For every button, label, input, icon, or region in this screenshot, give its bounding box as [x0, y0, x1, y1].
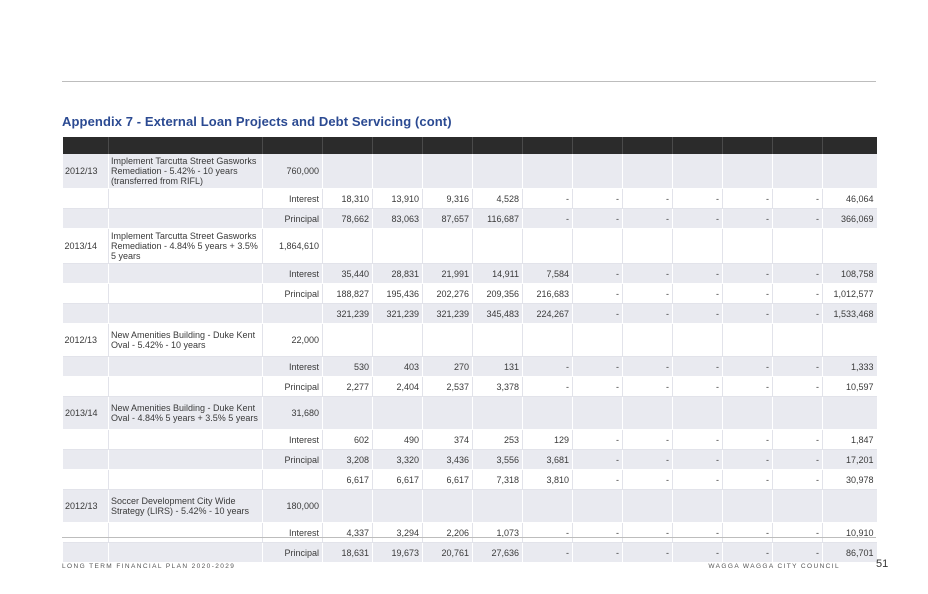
- header-cell: [573, 137, 623, 154]
- table-row: [63, 229, 877, 264]
- year-value-cell: 224,267: [523, 304, 573, 324]
- year-value-cell: -: [623, 189, 673, 209]
- year-value-cell: -: [573, 209, 623, 229]
- header-cell: [673, 137, 723, 154]
- year-value-cell: [323, 229, 373, 264]
- year-value-cell: 321,239: [323, 304, 373, 324]
- loan-description-cell: Implement Tarcutta Street Gasworks Remediation - 4.84% 5 years + 3.5% 5 years: [109, 229, 263, 264]
- total-cell: [823, 397, 877, 430]
- loan-description-cell: [109, 543, 263, 563]
- table-row: [63, 470, 877, 490]
- year-value-cell: 403: [373, 357, 423, 377]
- loan-year-cell: [63, 450, 109, 470]
- year-value-cell: -: [723, 209, 773, 229]
- year-value-cell: [423, 229, 473, 264]
- total-cell: 17,201: [823, 450, 877, 470]
- year-value-cell: [673, 154, 723, 189]
- total-cell: 108,758: [823, 264, 877, 284]
- year-value-cell: [323, 324, 373, 357]
- header-cell: [623, 137, 673, 154]
- year-value-cell: -: [723, 357, 773, 377]
- loan-description-cell: [109, 284, 263, 304]
- loan-year-cell: [63, 209, 109, 229]
- loan-description-cell: [109, 377, 263, 397]
- year-value-cell: [573, 229, 623, 264]
- amount-type-cell: Principal: [263, 450, 323, 470]
- amount-type-cell: Principal: [263, 543, 323, 563]
- year-value-cell: -: [573, 284, 623, 304]
- loan-year-cell: 2012/13: [63, 154, 109, 189]
- year-value-cell: -: [623, 523, 673, 543]
- table-row: [63, 189, 877, 209]
- year-value-cell: 321,239: [373, 304, 423, 324]
- year-value-cell: [373, 490, 423, 523]
- year-value-cell: 4,528: [473, 189, 523, 209]
- loan-year-cell: [63, 523, 109, 543]
- year-value-cell: 3,208: [323, 450, 373, 470]
- year-value-cell: [723, 490, 773, 523]
- header-cell: [723, 137, 773, 154]
- year-value-cell: -: [723, 189, 773, 209]
- loan-description-cell: New Amenities Building - Duke Kent Oval - 4.84% 5 years + 3.5% 5 years: [109, 397, 263, 430]
- year-value-cell: 602: [323, 430, 373, 450]
- year-value-cell: 19,673: [373, 543, 423, 563]
- year-value-cell: -: [573, 450, 623, 470]
- year-value-cell: 87,657: [423, 209, 473, 229]
- year-value-cell: 131: [473, 357, 523, 377]
- amount-type-cell: Interest: [263, 523, 323, 543]
- year-value-cell: [473, 397, 523, 430]
- year-value-cell: 7,584: [523, 264, 573, 284]
- year-value-cell: 6,617: [373, 470, 423, 490]
- header-cell: [373, 137, 423, 154]
- year-value-cell: -: [723, 430, 773, 450]
- loan-year-cell: [63, 304, 109, 324]
- year-value-cell: 14,911: [473, 264, 523, 284]
- table-row: [63, 377, 877, 397]
- year-value-cell: [423, 154, 473, 189]
- year-value-cell: [473, 490, 523, 523]
- year-value-cell: -: [523, 189, 573, 209]
- year-value-cell: -: [573, 470, 623, 490]
- header-cell: [109, 137, 263, 154]
- year-value-cell: -: [773, 450, 823, 470]
- year-value-cell: -: [773, 543, 823, 563]
- year-value-cell: -: [673, 264, 723, 284]
- year-value-cell: 27,636: [473, 543, 523, 563]
- header-cell: [423, 137, 473, 154]
- table-row: [63, 543, 877, 563]
- year-value-cell: 188,827: [323, 284, 373, 304]
- year-value-cell: [473, 229, 523, 264]
- amount-type-cell: Interest: [263, 430, 323, 450]
- year-value-cell: 35,440: [323, 264, 373, 284]
- year-value-cell: [623, 154, 673, 189]
- loan-description-cell: Soccer Development City Wide Strategy (LIRS) - 5.42% - 10 years: [109, 490, 263, 523]
- year-value-cell: 2,277: [323, 377, 373, 397]
- table-body: [63, 154, 877, 563]
- loan-year-cell: [63, 430, 109, 450]
- table-row: [63, 450, 877, 470]
- year-value-cell: 209,356: [473, 284, 523, 304]
- amount-type-cell: 180,000: [263, 490, 323, 523]
- year-value-cell: [373, 397, 423, 430]
- amount-type-cell: 31,680: [263, 397, 323, 430]
- total-cell: 10,597: [823, 377, 877, 397]
- year-value-cell: [773, 324, 823, 357]
- loan-year-cell: [63, 284, 109, 304]
- year-value-cell: 18,631: [323, 543, 373, 563]
- year-value-cell: 195,436: [373, 284, 423, 304]
- year-value-cell: 2,206: [423, 523, 473, 543]
- year-value-cell: 202,276: [423, 284, 473, 304]
- year-value-cell: -: [623, 470, 673, 490]
- amount-type-cell: 1,864,610: [263, 229, 323, 264]
- year-value-cell: -: [723, 377, 773, 397]
- year-value-cell: [323, 490, 373, 523]
- year-value-cell: 3,294: [373, 523, 423, 543]
- year-value-cell: [723, 229, 773, 264]
- year-value-cell: [773, 154, 823, 189]
- year-value-cell: -: [623, 430, 673, 450]
- year-value-cell: -: [723, 543, 773, 563]
- year-value-cell: -: [623, 450, 673, 470]
- loan-year-cell: 2012/13: [63, 490, 109, 523]
- year-value-cell: [673, 490, 723, 523]
- year-value-cell: [323, 397, 373, 430]
- table-row: [63, 264, 877, 284]
- loan-year-cell: [63, 543, 109, 563]
- year-value-cell: [523, 324, 573, 357]
- amount-type-cell: Principal: [263, 377, 323, 397]
- loan-description-cell: [109, 430, 263, 450]
- loan-year-cell: 2012/13: [63, 324, 109, 357]
- year-value-cell: 270: [423, 357, 473, 377]
- year-value-cell: -: [673, 284, 723, 304]
- header-cell: [323, 137, 373, 154]
- top-rule: [62, 81, 876, 82]
- year-value-cell: [623, 324, 673, 357]
- year-value-cell: [673, 324, 723, 357]
- table-row: [63, 284, 877, 304]
- year-value-cell: -: [623, 284, 673, 304]
- year-value-cell: 321,239: [423, 304, 473, 324]
- header-cell: [63, 137, 109, 154]
- year-value-cell: -: [623, 264, 673, 284]
- total-cell: 86,701: [823, 543, 877, 563]
- year-value-cell: [723, 154, 773, 189]
- year-value-cell: -: [723, 264, 773, 284]
- year-value-cell: -: [573, 523, 623, 543]
- loan-description-cell: [109, 523, 263, 543]
- loan-year-cell: [63, 264, 109, 284]
- year-value-cell: [573, 154, 623, 189]
- header-cell: [473, 137, 523, 154]
- year-value-cell: -: [673, 450, 723, 470]
- page-title: Appendix 7 - External Loan Projects and Debt Servicing (cont): [62, 114, 452, 129]
- year-value-cell: 28,831: [373, 264, 423, 284]
- year-value-cell: 3,378: [473, 377, 523, 397]
- table-row: [63, 154, 877, 189]
- year-value-cell: -: [723, 470, 773, 490]
- loan-description-cell: [109, 357, 263, 377]
- total-cell: 30,978: [823, 470, 877, 490]
- year-value-cell: -: [573, 543, 623, 563]
- year-value-cell: -: [573, 430, 623, 450]
- year-value-cell: -: [623, 543, 673, 563]
- total-cell: [823, 154, 877, 189]
- header-cell: [263, 137, 323, 154]
- amount-type-cell: Interest: [263, 189, 323, 209]
- footer-document-title: LONG TERM FINANCIAL PLAN 2020-2029: [62, 563, 236, 570]
- year-value-cell: -: [523, 543, 573, 563]
- year-value-cell: -: [673, 430, 723, 450]
- table-row: [63, 523, 877, 543]
- year-value-cell: -: [773, 284, 823, 304]
- year-value-cell: [723, 397, 773, 430]
- total-cell: [823, 229, 877, 264]
- table-row: [63, 397, 877, 430]
- year-value-cell: 6,617: [323, 470, 373, 490]
- year-value-cell: [523, 490, 573, 523]
- year-value-cell: -: [623, 209, 673, 229]
- year-value-cell: -: [773, 430, 823, 450]
- year-value-cell: [573, 324, 623, 357]
- amount-type-cell: [263, 304, 323, 324]
- table-header-row: [63, 137, 877, 154]
- loan-description-cell: [109, 264, 263, 284]
- year-value-cell: -: [673, 523, 723, 543]
- footer-organisation: WAGGA WAGGA CITY COUNCIL: [708, 563, 840, 570]
- year-value-cell: -: [623, 377, 673, 397]
- loan-year-cell: [63, 357, 109, 377]
- total-cell: 1,847: [823, 430, 877, 450]
- total-cell: 10,910: [823, 523, 877, 543]
- year-value-cell: [473, 154, 523, 189]
- year-value-cell: -: [573, 357, 623, 377]
- year-value-cell: 2,404: [373, 377, 423, 397]
- amount-type-cell: 760,000: [263, 154, 323, 189]
- year-value-cell: [323, 154, 373, 189]
- year-value-cell: -: [523, 523, 573, 543]
- year-value-cell: 21,991: [423, 264, 473, 284]
- year-value-cell: 345,483: [473, 304, 523, 324]
- year-value-cell: -: [673, 377, 723, 397]
- year-value-cell: 7,318: [473, 470, 523, 490]
- year-value-cell: -: [673, 189, 723, 209]
- total-cell: 1,012,577: [823, 284, 877, 304]
- year-value-cell: -: [773, 377, 823, 397]
- year-value-cell: -: [673, 543, 723, 563]
- year-value-cell: -: [773, 264, 823, 284]
- loan-table-grid: [62, 137, 877, 563]
- amount-type-cell: Interest: [263, 357, 323, 377]
- total-cell: 46,064: [823, 189, 877, 209]
- year-value-cell: 116,687: [473, 209, 523, 229]
- year-value-cell: 374: [423, 430, 473, 450]
- year-value-cell: -: [673, 304, 723, 324]
- year-value-cell: -: [773, 209, 823, 229]
- loan-year-cell: [63, 470, 109, 490]
- year-value-cell: -: [573, 304, 623, 324]
- loan-description-cell: Implement Tarcutta Street Gasworks Remediation - 5.42% - 10 years (transferred from RIFL): [109, 154, 263, 189]
- amount-type-cell: 22,000: [263, 324, 323, 357]
- year-value-cell: -: [723, 450, 773, 470]
- loan-description-cell: [109, 189, 263, 209]
- year-value-cell: -: [723, 523, 773, 543]
- total-cell: [823, 324, 877, 357]
- year-value-cell: 3,681: [523, 450, 573, 470]
- year-value-cell: 2,537: [423, 377, 473, 397]
- year-value-cell: 129: [523, 430, 573, 450]
- year-value-cell: 78,662: [323, 209, 373, 229]
- loan-year-cell: 2013/14: [63, 397, 109, 430]
- loan-description-cell: New Amenities Building - Duke Kent Oval - 5.42% - 10 years: [109, 324, 263, 357]
- year-value-cell: [523, 154, 573, 189]
- year-value-cell: [473, 324, 523, 357]
- amount-type-cell: Principal: [263, 284, 323, 304]
- year-value-cell: [573, 490, 623, 523]
- year-value-cell: [673, 229, 723, 264]
- amount-type-cell: Principal: [263, 209, 323, 229]
- year-value-cell: [423, 397, 473, 430]
- year-value-cell: [523, 397, 573, 430]
- total-cell: 366,069: [823, 209, 877, 229]
- bottom-rule: [62, 537, 876, 538]
- loan-description-cell: [109, 470, 263, 490]
- year-value-cell: 4,337: [323, 523, 373, 543]
- year-value-cell: [773, 397, 823, 430]
- year-value-cell: 1,073: [473, 523, 523, 543]
- year-value-cell: 83,063: [373, 209, 423, 229]
- table-row: [63, 357, 877, 377]
- year-value-cell: -: [723, 304, 773, 324]
- loan-year-cell: 2013/14: [63, 229, 109, 264]
- year-value-cell: -: [773, 357, 823, 377]
- year-value-cell: [773, 229, 823, 264]
- year-value-cell: [373, 154, 423, 189]
- year-value-cell: [373, 229, 423, 264]
- year-value-cell: 9,316: [423, 189, 473, 209]
- table-row: [63, 324, 877, 357]
- loan-description-cell: [109, 450, 263, 470]
- year-value-cell: -: [673, 470, 723, 490]
- amount-type-cell: [263, 470, 323, 490]
- year-value-cell: -: [773, 304, 823, 324]
- total-cell: [823, 490, 877, 523]
- year-value-cell: -: [573, 189, 623, 209]
- year-value-cell: [623, 397, 673, 430]
- loan-year-cell: [63, 377, 109, 397]
- year-value-cell: -: [523, 357, 573, 377]
- year-value-cell: [773, 490, 823, 523]
- year-value-cell: 18,310: [323, 189, 373, 209]
- year-value-cell: -: [673, 209, 723, 229]
- year-value-cell: -: [623, 304, 673, 324]
- year-value-cell: -: [523, 209, 573, 229]
- year-value-cell: [723, 324, 773, 357]
- year-value-cell: -: [573, 377, 623, 397]
- header-cell: [773, 137, 823, 154]
- year-value-cell: 253: [473, 430, 523, 450]
- loan-description-cell: [109, 209, 263, 229]
- year-value-cell: 13,910: [373, 189, 423, 209]
- total-cell: 1,533,468: [823, 304, 877, 324]
- total-cell: 1,333: [823, 357, 877, 377]
- year-value-cell: 490: [373, 430, 423, 450]
- year-value-cell: -: [573, 264, 623, 284]
- table-row: [63, 304, 877, 324]
- loan-table: [62, 137, 876, 563]
- year-value-cell: -: [673, 357, 723, 377]
- header-cell: [823, 137, 877, 154]
- year-value-cell: -: [623, 357, 673, 377]
- year-value-cell: 3,320: [373, 450, 423, 470]
- table-row: [63, 490, 877, 523]
- year-value-cell: -: [773, 470, 823, 490]
- year-value-cell: 3,556: [473, 450, 523, 470]
- year-value-cell: [523, 229, 573, 264]
- year-value-cell: 3,810: [523, 470, 573, 490]
- page-number: 51: [876, 558, 889, 570]
- loan-description-cell: [109, 304, 263, 324]
- year-value-cell: 530: [323, 357, 373, 377]
- year-value-cell: -: [773, 523, 823, 543]
- year-value-cell: [373, 324, 423, 357]
- year-value-cell: -: [773, 189, 823, 209]
- year-value-cell: 20,761: [423, 543, 473, 563]
- year-value-cell: 6,617: [423, 470, 473, 490]
- table-row: [63, 209, 877, 229]
- loan-year-cell: [63, 189, 109, 209]
- header-cell: [523, 137, 573, 154]
- year-value-cell: [673, 397, 723, 430]
- year-value-cell: [573, 397, 623, 430]
- year-value-cell: -: [523, 377, 573, 397]
- year-value-cell: [423, 324, 473, 357]
- amount-type-cell: Interest: [263, 264, 323, 284]
- table-row: [63, 430, 877, 450]
- year-value-cell: -: [723, 284, 773, 304]
- year-value-cell: [423, 490, 473, 523]
- year-value-cell: 216,683: [523, 284, 573, 304]
- year-value-cell: 3,436: [423, 450, 473, 470]
- year-value-cell: [623, 229, 673, 264]
- year-value-cell: [623, 490, 673, 523]
